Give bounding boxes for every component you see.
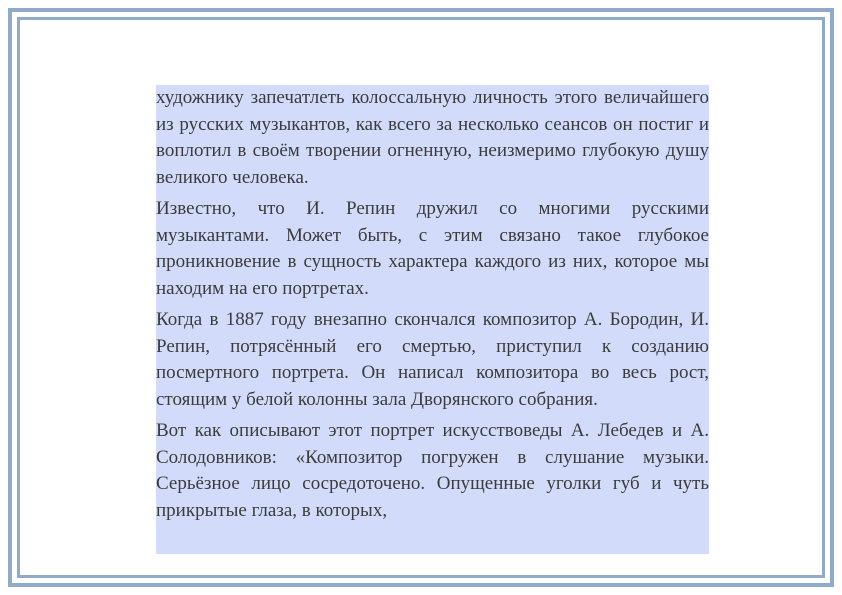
selected-text-block[interactable] — [156, 85, 709, 554]
paragraph-3: Когда в 1887 году внезапно скончался композитор А. Бородин, И. Репин, потрясённый его смертью, приступил к созданию посмертного портрета. Он написал композитора во весь рост, стоящим у белой колонны зала Дворянского собрания. — [156, 309, 709, 410]
paragraph-4: Вот как описывают этот портрет искусствоведы А. Лебедев и А. Солодовников: «Композитор погружен в слушание музыки. Серьёзное лицо сосредоточено. Опущенные уголки губ и чуть прикрытые глаза, в которых, — [156, 420, 709, 521]
paragraph-2: Известно, что И. Репин дружил со многими русскими музыкантами. Может быть, с этим связано такое глубокое проникновение в сущность характера каждого из них, которое мы находим на его портретах. — [156, 198, 709, 299]
paragraph-1: художнику запечатлеть колоссальную личность этого величайшего из русских музыкантов, как всего за несколько сеансов он постиг и воплотил в своём творении огненную, неизмеримо глубокую душу великого человека. — [156, 87, 709, 188]
